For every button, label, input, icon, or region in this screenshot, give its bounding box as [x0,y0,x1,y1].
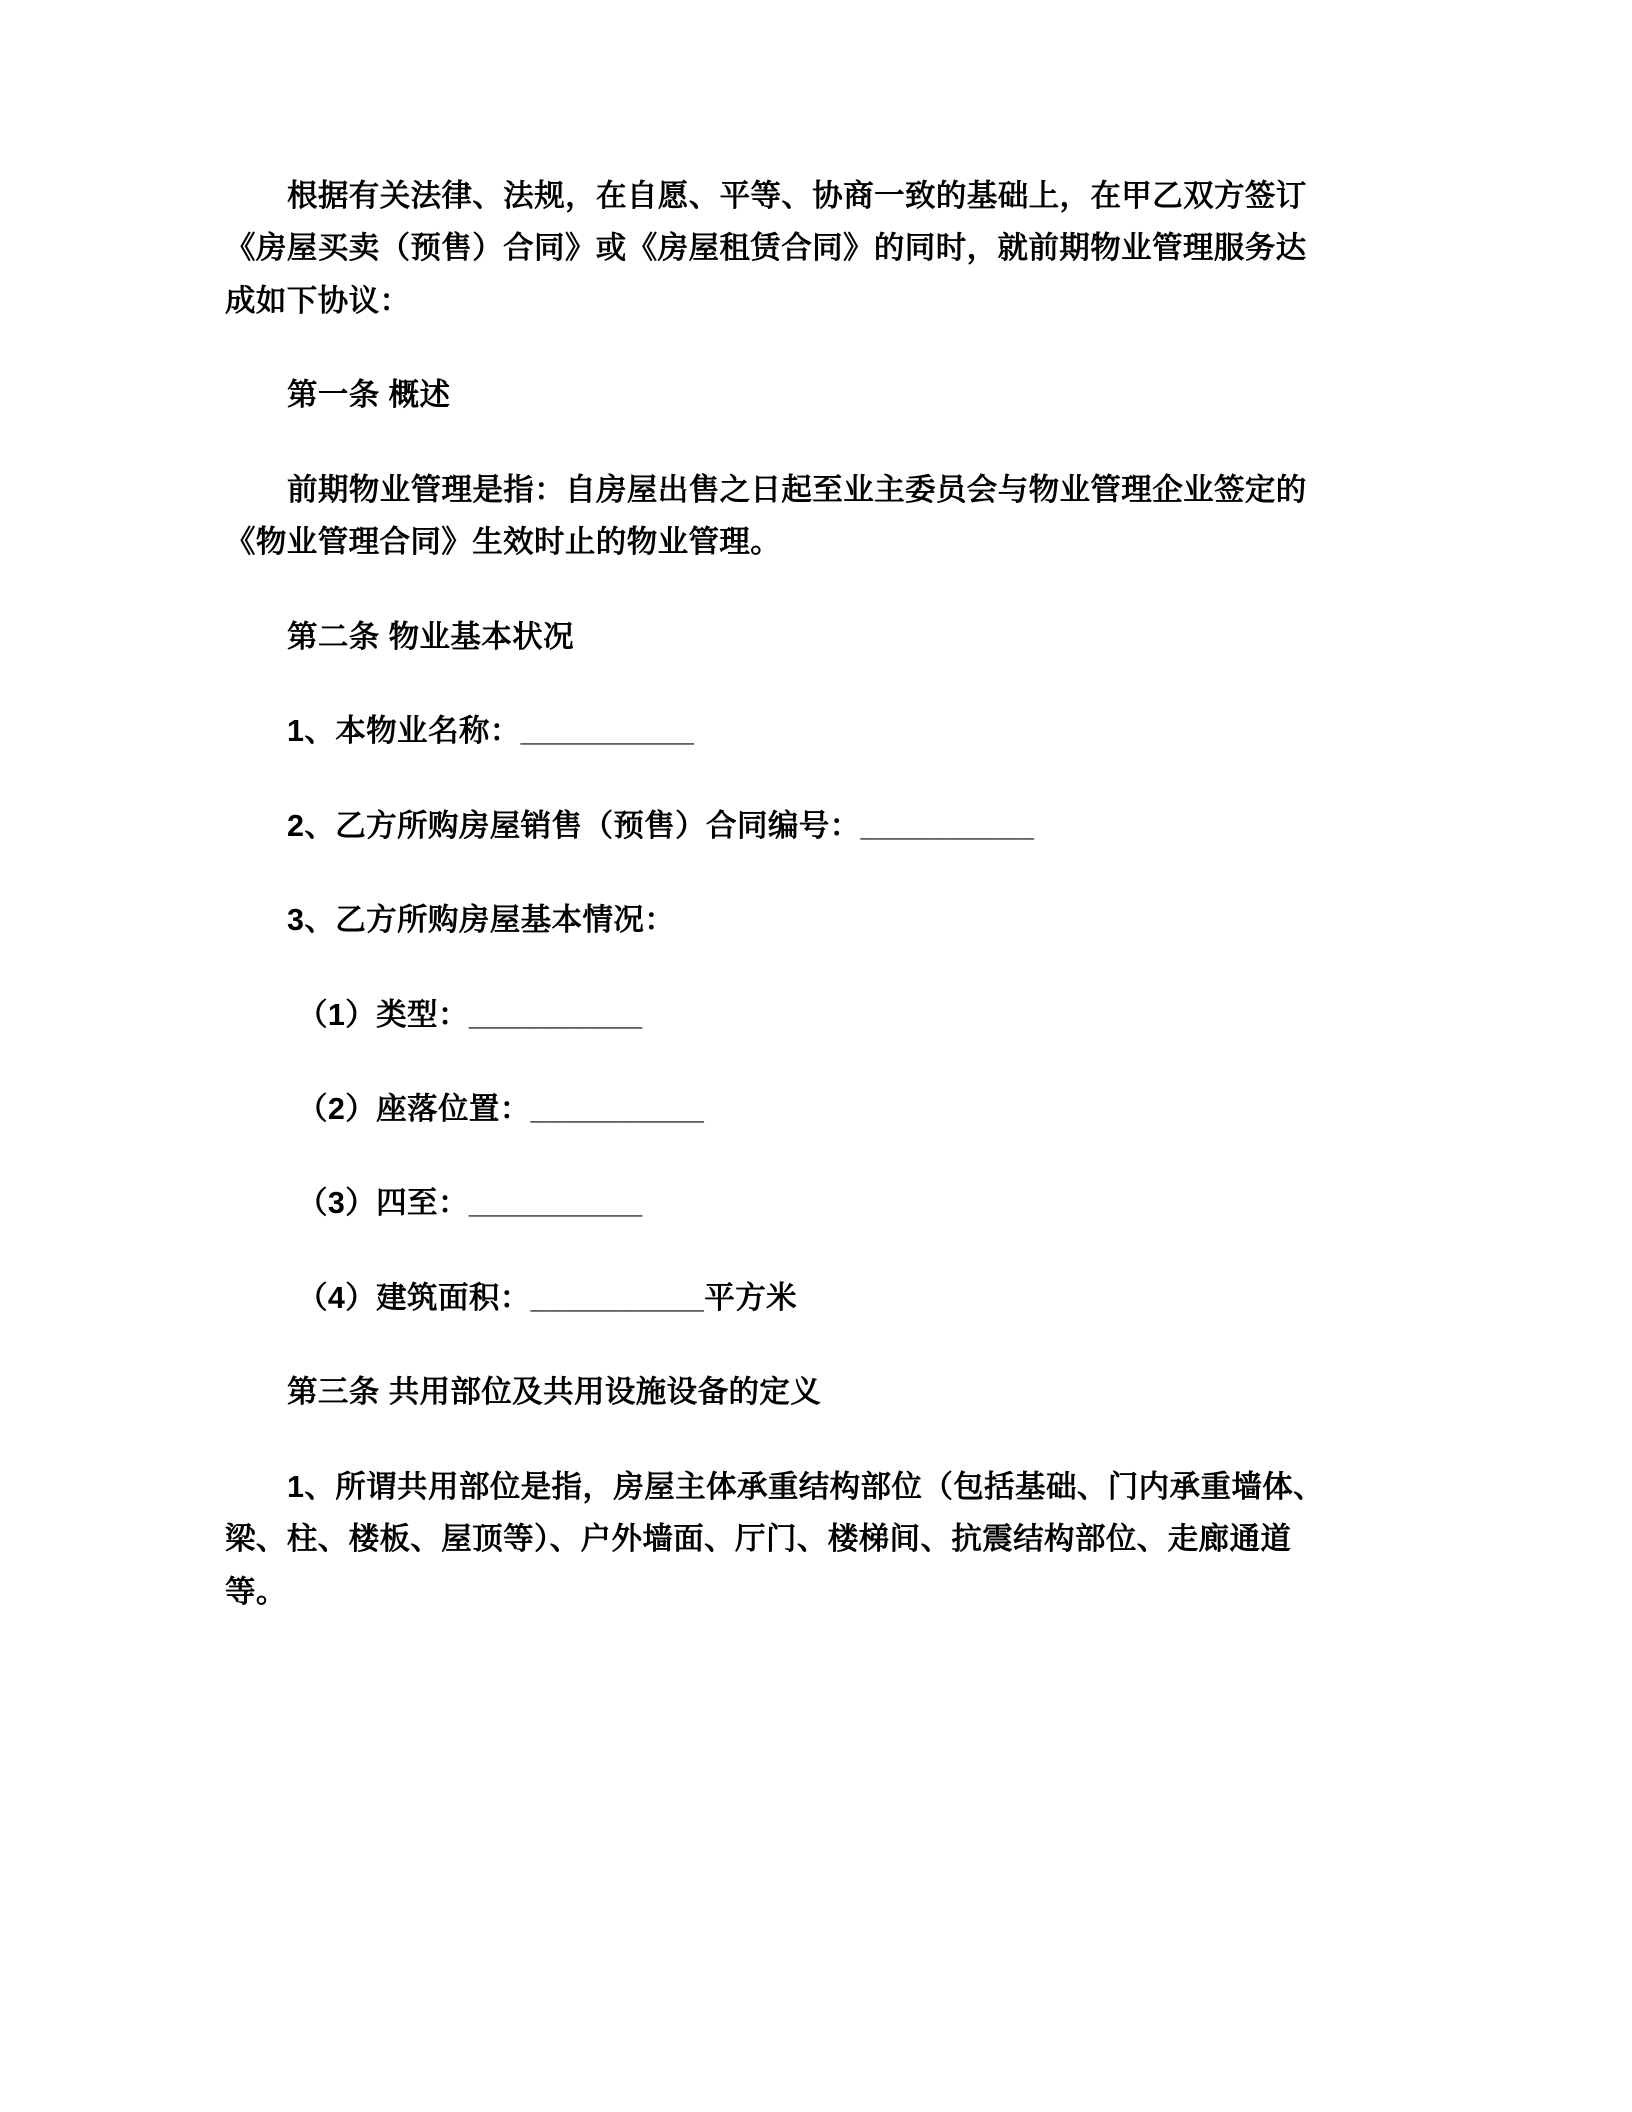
heading-article-2: 第二条 物业基本状况 [287,619,574,654]
paragraph-intro: 根据有关法律、法规，在自愿、平等、协商一致的基础上，在甲乙双方签订《房屋买卖（预售）合同》或《房屋租赁合同》的同时，就前期物业管理服务达成如下协议： [225,179,1307,318]
paragraph-article-2-item-3: 3、乙方所购房屋基本情况： [287,903,676,938]
paragraph-article-2-item-2: 2、乙方所购房屋销售（预售）合同编号：__________ [287,808,1035,843]
document-body [225,170,1325,1618]
paragraph-article-1-body: 前期物业管理是指：自房屋出售之日起至业主委员会与物业管理企业签定的《物业管理合同》生效时止的物业管理。 [225,472,1307,560]
paragraph-article-2-item-3-4: （4）建筑面积：__________平方米 [297,1280,797,1315]
paragraph-article-2-item-3-1: （1）类型：__________ [297,997,643,1032]
heading-article-3: 第三条 共用部位及共用设施设备的定义 [287,1375,822,1410]
heading-article-1: 第一条 概述 [287,378,451,413]
paragraph-article-3-item-1: 1、所谓共用部位是指，房屋主体承重结构部位（包括基础、门内承重墙体、梁、柱、楼板、屋顶等）、户外墙面、厅门、楼梯间、抗震结构部位、走廊通道等。 [225,1469,1325,1609]
paragraph-article-2-item-3-3: （3）四至：__________ [297,1186,643,1221]
paragraph-article-2-item-1: 1、本物业名称：__________ [287,714,695,749]
paragraph-article-2-item-3-2: （2）座落位置：__________ [297,1091,705,1126]
